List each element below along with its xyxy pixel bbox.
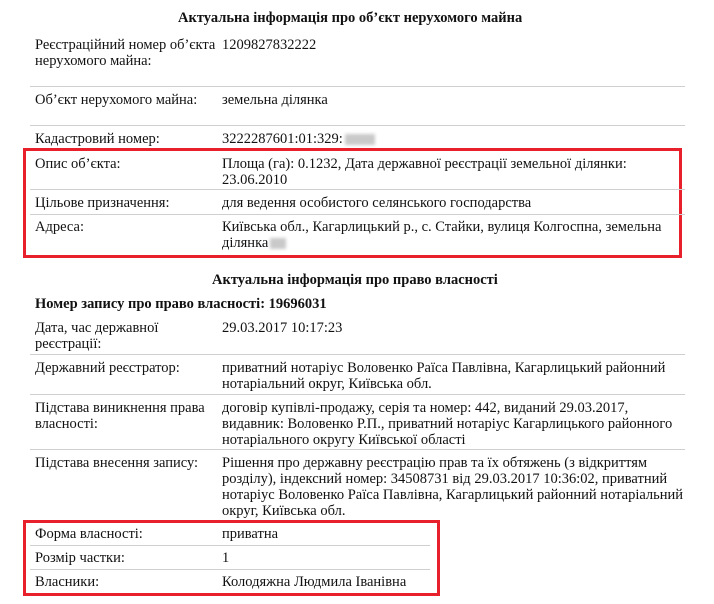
value-share-size: 1 — [222, 550, 230, 566]
value-registration-datetime: 29.03.2017 10:17:23 — [222, 320, 343, 336]
section-title-property: Актуальна інформація про об’єкт нерухомого майна — [178, 10, 523, 26]
value-record-basis: Рішення про державну реєстрацію прав та їх обтяжень (з відкриттям розділу), індексний номер: 34508731 від 29.03.2017 10:36:02, приватний нотаріус Воловенко Раїса Павлівна, Кагарлицький районний нотаріальний округ, Київська обл. — [222, 455, 684, 519]
row-divider — [30, 125, 685, 126]
value-ownership-basis: договір купівлі-продажу, серія та номер: 442, виданий 29.03.2017, видавник: Воловенко Р.П., приватний нотаріус Кагарлицького районного нотаріального округу Київської області — [222, 400, 673, 448]
value-object-description: Площа (га): 0.1232, Дата державної реєстрації земельної ділянки: 23.06.2010 — [222, 156, 627, 188]
ownership-record-number: Номер запису про право власності: 19696031 — [35, 296, 327, 312]
redaction-blur — [270, 238, 286, 249]
label-registration-number: Реєстраційний номер об’єкта нерухомого майна: — [35, 37, 216, 69]
section-title-ownership: Актуальна інформація про право власності — [212, 272, 498, 288]
label-cadastral-number: Кадастровий номер: — [35, 131, 160, 147]
row-divider — [30, 214, 685, 215]
value-ownership-form: приватна — [222, 526, 279, 542]
row-divider — [30, 449, 685, 450]
value-owners: Колодяжна Людмила Іванівна — [222, 574, 407, 590]
label-address: Адреса: — [35, 219, 84, 235]
value-purpose: для ведення особистого селянського господарства — [222, 195, 532, 211]
row-divider — [30, 394, 685, 395]
label-owners: Власники: — [35, 574, 100, 590]
label-registration-datetime: Дата, час державної реєстрації: — [35, 320, 159, 352]
value-registrar: приватний нотаріус Воловенко Раїса Павлівна, Кагарлицький районний нотаріальний округ, Київська обл. — [222, 360, 666, 392]
row-divider — [30, 569, 430, 570]
label-share-size: Розмір частки: — [35, 550, 125, 566]
value-cadastral-number: 3222287601:01:329: — [222, 131, 692, 147]
value-registration-number: 1209827832222 — [222, 37, 317, 53]
label-ownership-basis: Підстава виникнення права власності: — [35, 400, 205, 432]
value-address: Київська обл., Кагарлицький р., с. Стайки, вулиця Колгоспна, земельна ділянка — [222, 219, 662, 251]
label-purpose: Цільове призначення: — [35, 195, 170, 211]
row-divider — [30, 189, 685, 190]
label-record-basis: Підстава внесення запису: — [35, 455, 199, 471]
label-object-description: Опис об’єкта: — [35, 156, 121, 172]
row-divider — [30, 86, 685, 87]
row-divider — [30, 545, 430, 546]
label-property-object: Об’єкт нерухомого майна: — [35, 92, 198, 108]
label-ownership-form: Форма власності: — [35, 526, 143, 542]
label-registrar: Державний реєстратор: — [35, 360, 180, 376]
value-property-object: земельна ділянка — [222, 92, 328, 108]
row-divider — [30, 354, 685, 355]
redaction-blur — [345, 134, 375, 145]
